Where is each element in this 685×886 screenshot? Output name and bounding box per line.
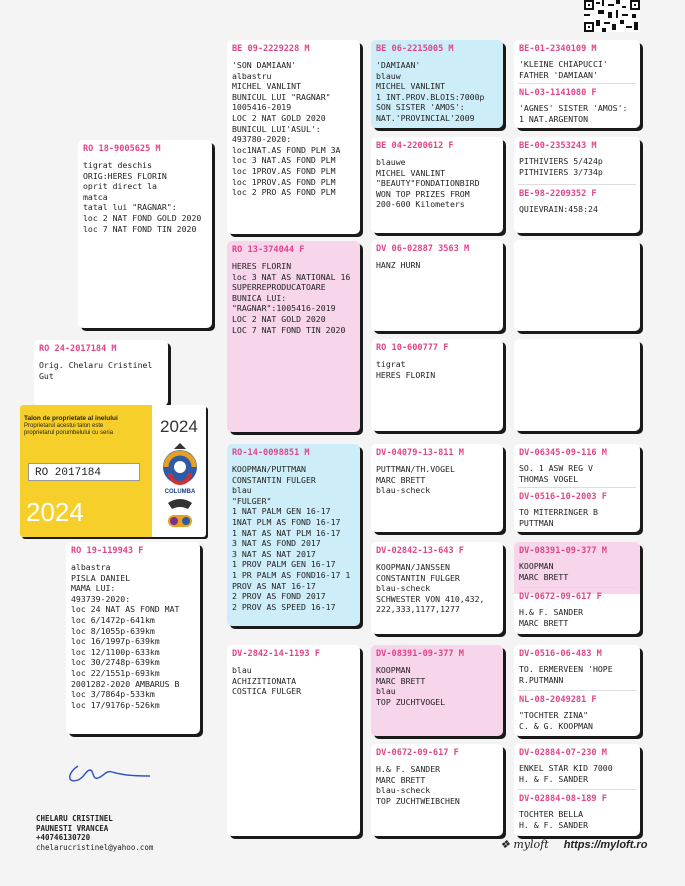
- ring-number: BE-98-2209352 F: [519, 189, 597, 199]
- pedigree-line: SO. 1 ASW REG V: [519, 463, 593, 473]
- pedigree-line: Gut: [39, 370, 54, 381]
- pedigree-line: CONSTANTIN FULGER: [232, 474, 316, 485]
- divider: [518, 184, 636, 185]
- pedigree-line: loc 3 NAT AS NATIONAL 16: [232, 271, 351, 282]
- pedigree-line: TOCHTER BELLA: [519, 809, 584, 819]
- pedigree-line: NAT.'PROVINCIAL'2009: [376, 112, 475, 123]
- qr-code-icon: [584, 0, 640, 32]
- gen5-slot: [514, 588, 640, 631]
- pedigree-line: PITHIVIERS 3/734p: [519, 166, 603, 177]
- talon-ring-number: RO 2017184: [28, 463, 140, 481]
- pedigree-line: 'AGNES' SISTER 'AMOS':: [519, 103, 628, 113]
- pedigree-line: HANZ HURN: [376, 260, 421, 270]
- divider: [518, 690, 636, 691]
- pedigree-line: 493739-2020:: [71, 593, 131, 604]
- pedigree-line: "FULGER": [232, 495, 272, 506]
- pedigree-line: BUNICA LUI:: [232, 292, 287, 303]
- talon-subtitle-1: Proprietarul acestui talon este: [24, 423, 104, 429]
- pedigree-line: 2 PROV AS SPEED 16-17: [232, 601, 336, 612]
- pedigree-line: H.& F. SANDER: [376, 764, 441, 774]
- pedigree-line: TO MITERRINGER B: [519, 507, 598, 517]
- ring-number: DV-08391-09-377 M: [519, 546, 607, 556]
- pedigree-line: albastra: [71, 562, 111, 572]
- ring-number: BE 04-2200612 F: [376, 141, 454, 151]
- gen5-slot: [514, 185, 640, 218]
- pedigree-line: PUTTMAN: [519, 517, 554, 528]
- pedigree-line: blau: [232, 485, 252, 496]
- pedigree-line: MAMA LUI:: [71, 583, 116, 594]
- gen5-slot: [514, 790, 640, 833]
- pedigree-line: tatal lui "RAGNAR":: [83, 202, 177, 213]
- pedigree-line: LOC 2 NAT GOLD 2020: [232, 313, 326, 324]
- owner-info: [36, 814, 153, 852]
- pedigree-card-mmm: [371, 744, 503, 836]
- ring-number: DV-02884-07-230 M: [519, 748, 607, 758]
- pedigree-line: CONSTANTIN FULGER: [376, 572, 460, 583]
- pedigree-line: 2001282-2020 AMBARUS B: [71, 678, 180, 689]
- talon-year-top: 2024: [160, 417, 198, 436]
- ring-number: RO-14-0098851 M: [232, 448, 310, 458]
- pedigree-line: loc 2 PRO AS FOND PLM: [232, 187, 336, 198]
- pedigree-line: 'DAMIAAN': [376, 60, 421, 70]
- pedigree-line: loc 12/1100p-633km: [71, 646, 160, 657]
- ring-number: RO 24-2017184 M: [39, 344, 117, 354]
- pedigree-card-father: [78, 140, 212, 328]
- pedigree-line: BUNICUL LUI "RAGNAR": [232, 91, 331, 102]
- pedigree-line: tigrat deschis: [83, 160, 153, 170]
- pedigree-line: loc 3 NAT.AS FOND PLM: [232, 155, 336, 166]
- ring-number: RO 10-600777 F: [376, 343, 449, 353]
- pedigree-line: loc 30/2748p-639km: [71, 657, 160, 668]
- pedigree-card-fmf: [371, 240, 503, 331]
- pedigree-line: 'SON DAMIAAN': [232, 60, 297, 70]
- pedigree-line: "TOCHTER ZINA": [519, 710, 589, 720]
- pedigree-card-gen5-empty: [514, 240, 640, 331]
- pedigree-line: matca: [83, 191, 108, 202]
- pedigree-line: PROV AS NAT 16-17: [232, 580, 316, 591]
- ring-number: DV-0516-06-483 M: [519, 649, 602, 659]
- ring-number: DV-06345-09-116 M: [519, 448, 607, 458]
- owner-locality: PAUNESTI VRANCEA: [36, 823, 109, 833]
- pedigree-line: 3 NAT AS FOND 2017: [232, 538, 321, 549]
- pedigree-line: blau-scheck: [376, 583, 431, 594]
- divider: [518, 587, 636, 588]
- gen5-slot: [514, 488, 640, 531]
- gen5-slot: [514, 84, 640, 127]
- pedigree-line: PISLA DANIEL: [71, 572, 131, 583]
- gen5-slot: [514, 645, 640, 688]
- pedigree-line: blau-scheck: [376, 485, 431, 496]
- pedigree-line: WON TOP PRIZES FROM: [376, 188, 470, 199]
- pedigree-line: 200-600 Kilometers: [376, 199, 465, 210]
- pedigree-line: QUIEVRAIN:458:24: [519, 204, 598, 214]
- ring-number: DV 06-02887 3563 M: [376, 244, 470, 254]
- pedigree-line: TOP ZUCHTWEIBCHEN: [376, 795, 460, 806]
- pedigree-line: BUNICUL LUI'ASUL':: [232, 123, 321, 134]
- gen5-slot: [514, 40, 640, 83]
- gen5-slot: [514, 444, 640, 487]
- pedigree-card-subject: [34, 340, 168, 406]
- pedigree-line: H.& F. SANDER: [519, 607, 584, 617]
- pedigree-line: HERES FLORIN: [376, 369, 436, 380]
- pedigree-line: HERES FLORIN: [232, 261, 292, 271]
- pedigree-line: SUPERREPRODUCATOARE: [232, 282, 326, 293]
- footer-url[interactable]: https://myloft.ro: [563, 839, 648, 851]
- pedigree-line: KOOPMAN/PUTTMAN: [232, 464, 306, 474]
- ring-number: DV-0516-10-2003 F: [519, 492, 607, 502]
- pedigree-line: MICHEL VANLINT: [376, 167, 446, 178]
- pedigree-card-gen5: [514, 444, 640, 532]
- pedigree-card-paternal-grandmother: [227, 241, 360, 432]
- pedigree-line: loc 16/1997p-639km: [71, 636, 160, 647]
- talon-brand: COLUMBA: [164, 489, 196, 495]
- pedigree-line: loc 8/1055p-639km: [71, 625, 155, 636]
- pedigree-line: PITHIVIERS 5/424p: [519, 156, 603, 166]
- ownership-talon: [20, 405, 206, 537]
- pedigree-line: loc 22/1551p-693km: [71, 667, 160, 678]
- divider: [518, 789, 636, 790]
- pedigree-line: blauwe: [376, 157, 406, 167]
- ring-number: RO 19-119943 F: [71, 546, 144, 556]
- columba-logo-icon: [158, 441, 202, 531]
- pedigree-line: 1 NAT AS NAT PLM 16-17: [232, 527, 341, 538]
- pedigree-line: MARC BRETT: [376, 774, 426, 785]
- talon-title: Talon de proprietate al inelului: [24, 415, 118, 422]
- pedigree-card-maternal-grandmother: [227, 645, 360, 836]
- ring-number: DV-0672-09-617 F: [519, 592, 602, 602]
- pedigree-line: TO. ERMERVEEN 'HOPE: [519, 664, 613, 674]
- pedigree-line: blauw: [376, 70, 401, 81]
- pedigree-line: FATHER 'DAMIAAN': [519, 69, 598, 80]
- pedigree-line: 1005416-2019: [232, 102, 292, 113]
- owner-name: CHELARU CRISTINEL: [36, 814, 113, 823]
- ring-number: BE-00-2353243 M: [519, 141, 597, 151]
- pedigree-card-mmf: [371, 645, 503, 736]
- pedigree-line: MARC BRETT: [519, 617, 569, 628]
- pedigree-line: albastru: [232, 70, 272, 81]
- ring-number: DV-2842-14-1193 F: [232, 649, 320, 659]
- pedigree-line: PUTTMAN/TH.VOGEL: [376, 464, 455, 474]
- divider: [518, 83, 636, 84]
- owner-phone: +40746130720: [36, 833, 91, 842]
- ring-number: DV-08391-09-377 M: [376, 649, 464, 659]
- gen5-slot: [514, 744, 640, 787]
- pedigree-line: MARC BRETT: [376, 474, 426, 485]
- pedigree-card-gen5: [514, 645, 640, 736]
- pedigree-line: loc 3/7864p-533km: [71, 689, 155, 700]
- footer-brand: [500, 838, 647, 851]
- pedigree-line: KOOPMAN: [376, 665, 411, 675]
- pedigree-card-maternal-grandfather: [227, 444, 360, 626]
- ring-number: DV-02842-13-643 F: [376, 546, 464, 556]
- ring-number: NL-08-2049281 F: [519, 695, 597, 705]
- pedigree-card-gen5: [514, 40, 640, 128]
- ring-number: RO 18-9005625 M: [83, 144, 161, 154]
- pedigree-line: ORIG:HERES FLORIN: [83, 170, 167, 181]
- ring-number: BE 09-2229228 M: [232, 44, 310, 54]
- pedigree-line: 1 NAT PALM GEN 16-17: [232, 506, 331, 517]
- pedigree-line: loc 1PROV.AS FOND PLM: [232, 165, 336, 176]
- pedigree-line: KOOPMAN: [519, 561, 554, 571]
- pedigree-card-mfm: [371, 542, 503, 634]
- ring-number: BE-01-2340109 M: [519, 44, 597, 54]
- pedigree-line: loc 7 NAT FOND TIN 2020: [83, 223, 197, 234]
- pedigree-line: H. & F. SANDER: [519, 773, 589, 784]
- ring-number: DV-02884-08-189 F: [519, 794, 607, 804]
- pedigree-line: "RAGNAR":1005416-2019: [232, 303, 336, 314]
- divider: [518, 487, 636, 488]
- pedigree-line: R.PUTMANN: [519, 674, 564, 685]
- pedigree-line: loc 2 NAT FOND GOLD 2020: [83, 212, 202, 223]
- pedigree-line: LOC 7 NAT FOND TIN 2020: [232, 324, 346, 335]
- pedigree-line: blau: [232, 665, 252, 675]
- pedigree-line: loc1NAT.AS FOND PLM 3A: [232, 144, 341, 155]
- pedigree-line: loc 6/1472p-641km: [71, 614, 155, 625]
- pedigree-card-gen5: [514, 744, 640, 836]
- pedigree-card-fff: [371, 40, 503, 128]
- pedigree-line: 1NAT PLM AS FOND 16-17: [232, 516, 341, 527]
- talon-year-bottom: 2024: [26, 497, 84, 527]
- pedigree-card-gen5: [514, 137, 640, 233]
- pedigree-card-gen5-empty: [514, 339, 640, 431]
- pedigree-line: ENKEL STAR KID 7000: [519, 763, 613, 773]
- pedigree-line: oprit direct la: [83, 181, 157, 192]
- owner-email: chelarucristinel@yahoo.com: [36, 842, 154, 852]
- pedigree-line: THOMAS VOGEL: [519, 473, 579, 484]
- pedigree-line: loc 17/9176p-526km: [71, 699, 160, 710]
- pedigree-line: LOC 2 NAT GOLD 2020: [232, 112, 326, 123]
- pedigree-line: 222,333,1177,1277: [376, 604, 460, 615]
- pedigree-card-gen5: [514, 542, 640, 634]
- pedigree-line: "BEAUTY"FONDATIONBIRD: [376, 178, 480, 189]
- pedigree-line: loc 24 NAT AS FOND MAT: [71, 604, 180, 615]
- pedigree-card-ffm: [371, 137, 503, 233]
- pedigree-line: blau-scheck: [376, 785, 431, 796]
- pedigree-line: 2 PROV AS FOND 2017: [232, 591, 326, 602]
- ring-number: NL-03-1141080 F: [519, 88, 597, 98]
- gen5-slot: [514, 691, 640, 734]
- talon-subtitle-2: proprietarul porumbelului cu seria: [24, 430, 114, 436]
- ring-number: BE 06-2215005 M: [376, 44, 454, 54]
- pedigree-line: KOOPMAN/JANSSEN: [376, 562, 450, 572]
- pedigree-card-paternal-grandfather: [227, 40, 360, 234]
- ring-number: DV-04079-13-811 M: [376, 448, 464, 458]
- pedigree-line: loc 1PROV.AS FOND PLM: [232, 176, 336, 187]
- pedigree-line: 1 PROV PALM GEN 16-17: [232, 559, 336, 570]
- pedigree-line: 3 NAT AS NAT 2017: [232, 548, 316, 559]
- pedigree-line: ACHIZITIONATA: [232, 675, 297, 686]
- pedigree-line: H. & F. SANDER: [519, 819, 589, 830]
- pedigree-line: TOP ZUCHTVOGEL: [376, 696, 446, 707]
- pedigree-line: MARC BRETT: [376, 675, 426, 686]
- pedigree-line: SCHWESTER VON 410,432,: [376, 593, 485, 604]
- pedigree-line: 1 PR PALM AS FOND16-17 1: [232, 569, 351, 580]
- pedigree-card-mff: [371, 444, 503, 532]
- pedigree-line: MICHEL VANLINT: [232, 81, 302, 92]
- pedigree-line: MICHEL VANLINT: [376, 81, 446, 92]
- pedigree-line: 1 NAT.ARGENTON: [519, 113, 589, 124]
- pedigree-line: tigrat: [376, 359, 406, 369]
- pedigree-line: SON SISTER 'AMOS':: [376, 102, 465, 113]
- ring-number: RO 13-374044 F: [232, 245, 305, 255]
- pedigree-line: Orig. Chelaru Cristinel: [39, 360, 153, 370]
- pedigree-line: blau: [376, 686, 396, 697]
- pedigree-line: MARC BRETT: [519, 571, 569, 582]
- pedigree-line: C. & G. KOOPMAN: [519, 720, 593, 731]
- signature-icon: [64, 756, 154, 786]
- pedigree-line: 493780-2020:: [232, 134, 292, 145]
- ring-number: DV-0672-09-617 F: [376, 748, 459, 758]
- pedigree-line: 'KLEINE CHIAPUCCI': [519, 59, 608, 69]
- myloft-logo-icon: ❖ myloft: [500, 838, 549, 851]
- pedigree-line: 1 INT.PROV.BLOIS:7000p: [376, 91, 485, 102]
- gen5-slot: [514, 137, 640, 180]
- pedigree-card-fmm: [371, 339, 503, 431]
- pedigree-card-mother: [66, 542, 200, 734]
- pedigree-line: COSTICA FULGER: [232, 686, 302, 697]
